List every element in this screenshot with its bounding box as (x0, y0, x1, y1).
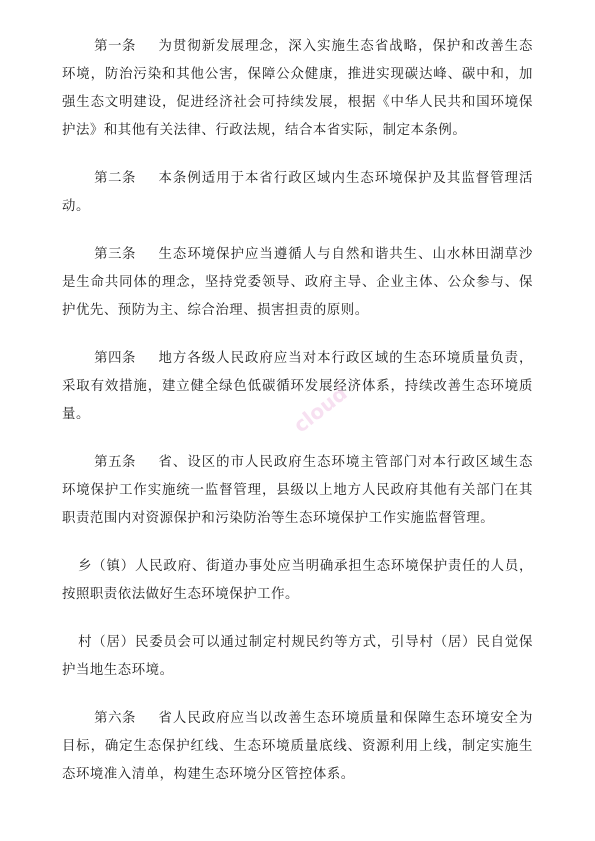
article-text: 省、设区的市人民政府生态环境主管部门对本行政区域生态环境保护工作实施统一监督管理，县级以上地方人民政府其他有关部门在其职责范围内对资源保护和污染防治等生态环境保护工作实施监督管理。 (62, 455, 533, 526)
article-number: 第六条 (94, 711, 136, 726)
article-text: 生态环境保护应当遵循人与自然和谐共生、山水林田湖草沙是生命共同体的理念，坚持党委领导、政府主导、企业主体、公众参与、保护优先、预防为主、综合治理、损害担责的原则。 (62, 247, 533, 318)
article-6-paragraph (62, 705, 533, 789)
article-5-village-paragraph (62, 629, 533, 685)
article-2-paragraph (62, 165, 533, 221)
article-number: 第二条 (94, 171, 136, 186)
article-number: 第四条 (94, 351, 136, 366)
article-1-paragraph (62, 33, 533, 145)
article-text: 为贯彻新发展理念，深入实施生态省战略，保护和改善生态环境，防治污染和其他公害，保障公众健康，推进实现碳达峰、碳中和，加强生态文明建设，促进经济社会可持续发展，根据《中华人民共和国环境保护法》和其他有关法律、行政法规，结合本省实际，制定本条例。 (62, 39, 533, 138)
article-text: 本条例适用于本省行政区域内生态环境保护及其监督管理活动。 (62, 171, 533, 214)
article-text: 村（居）民委员会可以通过制定村规民约等方式，引导村（居）民自觉保护当地生态环境。 (62, 635, 533, 678)
article-text: 乡（镇）人民政府、街道办事处应当明确承担生态环境保护责任的人员，按照职责依法做好生态环境保护工作。 (62, 559, 533, 602)
article-4-paragraph (62, 345, 533, 429)
svg-text:cloud: cloud (288, 380, 352, 438)
article-number: 第一条 (94, 39, 136, 54)
article-3-paragraph (62, 241, 533, 325)
article-5-paragraph (62, 449, 533, 533)
article-number: 第五条 (94, 455, 136, 470)
article-number: 第三条 (94, 247, 136, 262)
article-5-township-paragraph (62, 553, 533, 609)
article-text: 地方各级人民政府应当对本行政区域的生态环境质量负责，采取有效措施，建立健全绿色低碳循环发展经济体系，持续改善生态环境质量。 (62, 351, 533, 422)
article-text: 省人民政府应当以改善生态环境质量和保障生态环境安全为目标，确定生态保护红线、生态环境质量底线、资源利用上线，制定实施生态环境准入清单，构建生态环境分区管控体系。 (62, 711, 533, 782)
document-body (62, 33, 533, 809)
